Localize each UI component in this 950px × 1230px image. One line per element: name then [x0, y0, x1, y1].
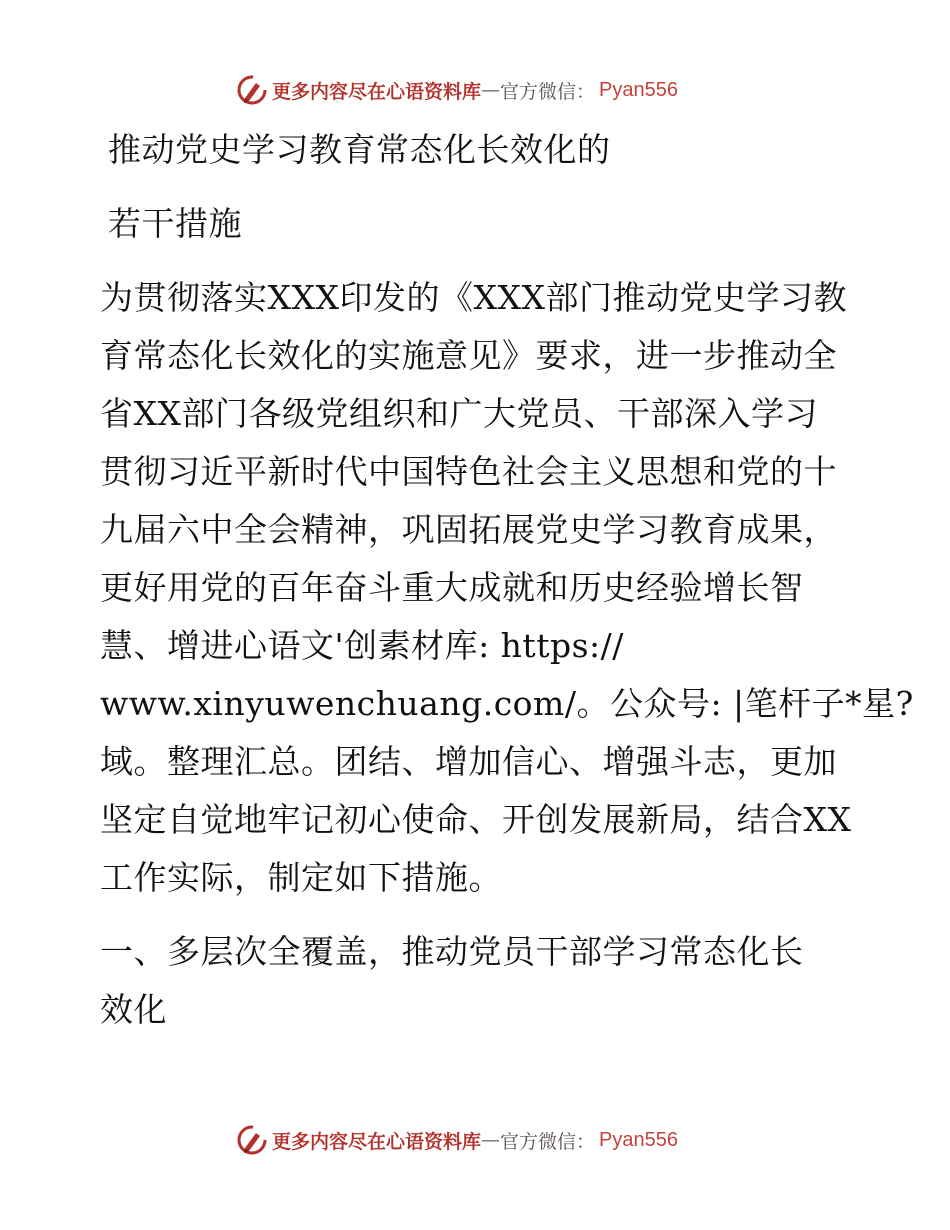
promo-dash: —	[481, 1129, 501, 1151]
promo-dash: —	[481, 79, 501, 101]
header-watermark	[236, 72, 678, 108]
paragraph-line: www.xinyuwenchuang.com/。公众号: |笔杆子*星?	[100, 684, 914, 723]
paragraph-line: 工作实际，制定如下措施。	[100, 858, 502, 897]
official-label: 官方微信：	[500, 1130, 596, 1153]
section-heading-line-1: 一、多层次全覆盖，推动党员干部学习常态化长	[100, 932, 804, 971]
footer-watermark	[236, 1122, 678, 1158]
paragraph-line: 慧、增进心语文'创素材库: https://	[100, 626, 624, 665]
wechat-account: Pyan556	[599, 1128, 678, 1151]
paragraph-line: 育常态化长效化的实施意见》要求，进一步推动全	[100, 336, 837, 375]
writing-pen-logo-icon	[236, 1124, 268, 1156]
wechat-account: Pyan556	[599, 78, 678, 101]
paragraph-line: 贯彻习近平新时代中国特色社会主义思想和党的十	[100, 452, 837, 491]
paragraph-line: 更好用党的百年奋斗重大成就和历史经验增长智	[100, 568, 804, 607]
paragraph-line: 坚定自觉地牢记初心使命、开创发展新局，结合XX	[100, 800, 852, 839]
document-title-line-1: 推动党史学习教育常态化长效化的	[108, 130, 611, 169]
paragraph-line: 九届六中全会精神，巩固拓展党史学习教育成果，	[100, 510, 837, 549]
promo-text: 更多内容尽在心语资料库	[272, 1130, 482, 1153]
paragraph-line: 为贯彻落实XXX印发的《XXX部门推动党史学习教	[100, 278, 847, 317]
paragraph-line: 域。整理汇总。团结、增加信心、增强斗志，更加	[100, 742, 837, 781]
section-heading-line-2: 效化	[100, 990, 167, 1029]
promo-text: 更多内容尽在心语资料库	[272, 80, 482, 103]
document-title-line-2: 若干措施	[108, 204, 242, 243]
writing-pen-logo-icon	[236, 74, 268, 106]
paragraph-line: 省XX部门各级党组织和广大党员、干部深入学习	[100, 394, 818, 433]
official-label: 官方微信：	[500, 80, 596, 103]
